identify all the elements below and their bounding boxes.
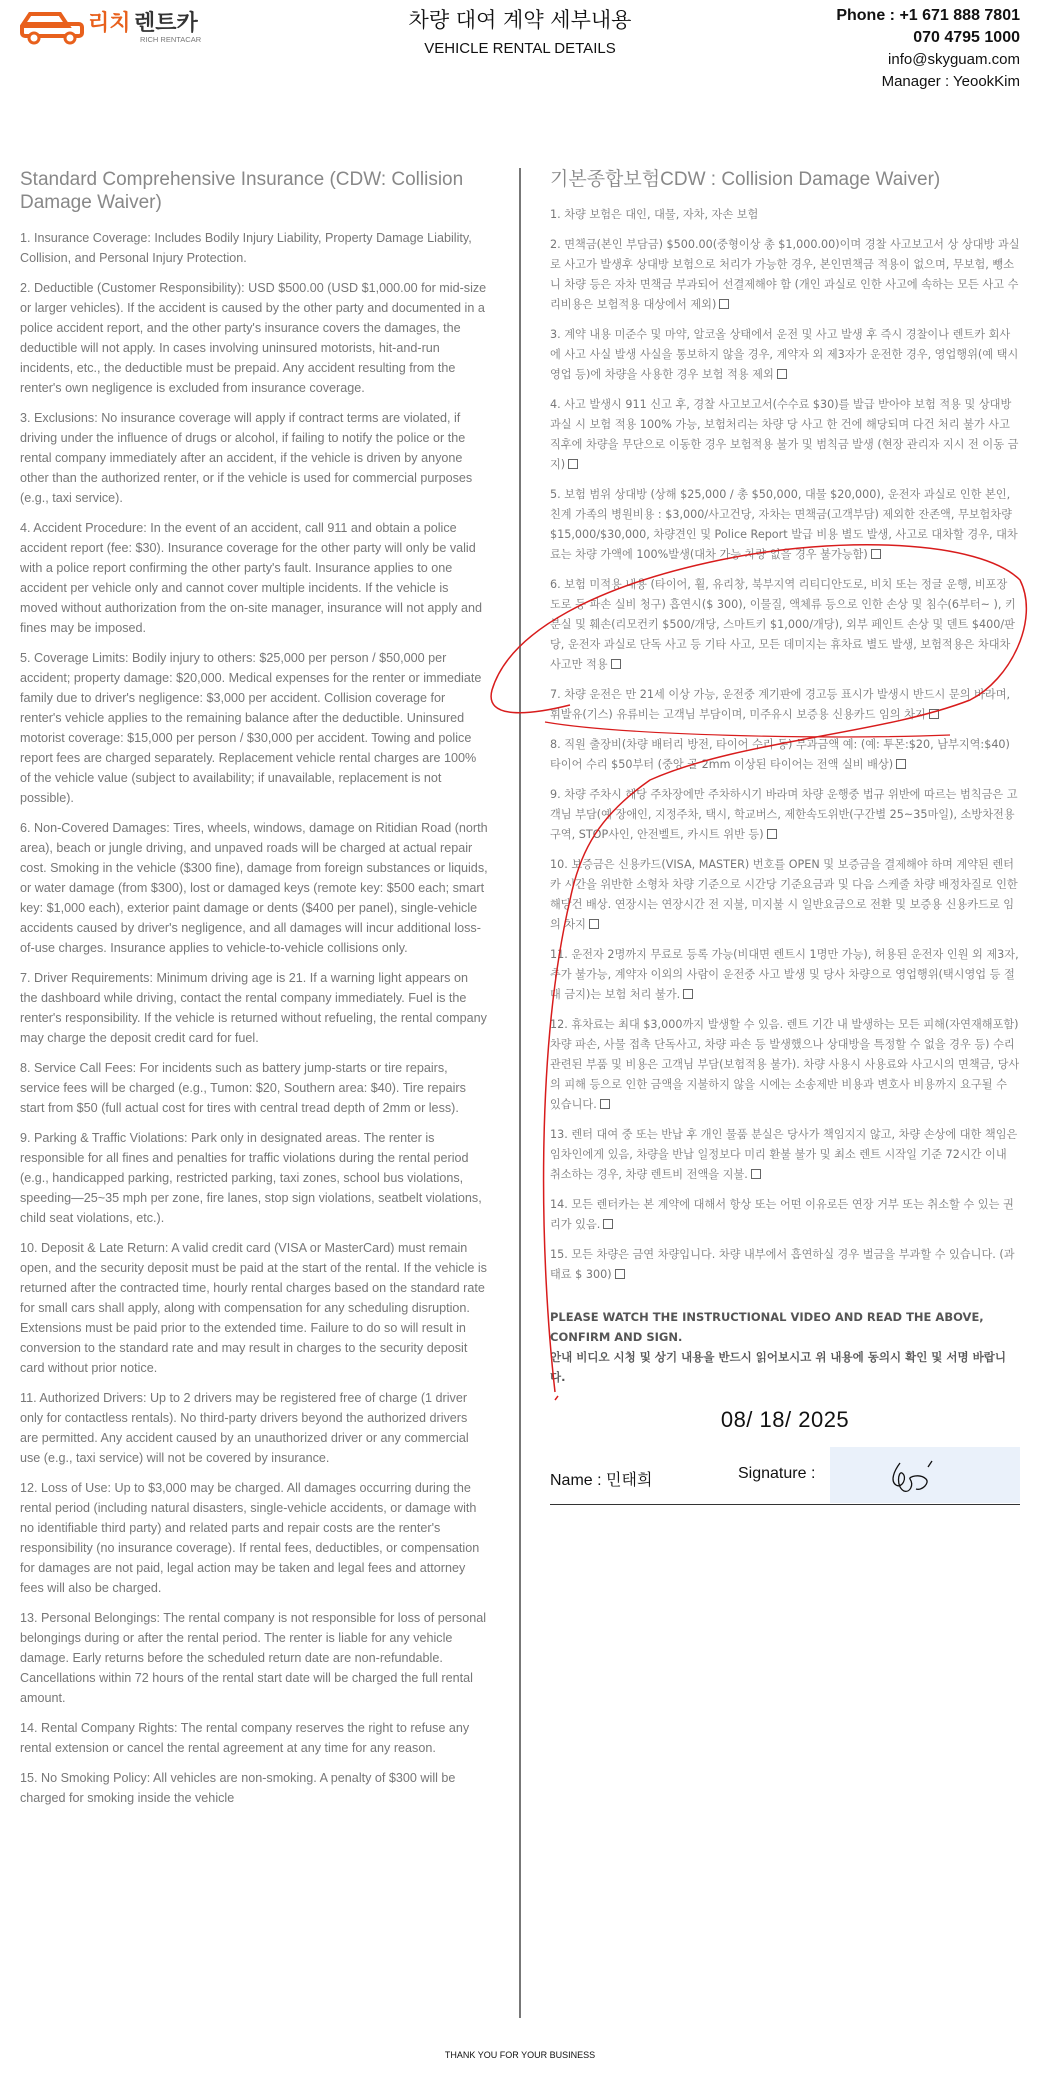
left-term-text: 8. Service Call Fees: For incidents such as battery jump-starts or tire repairs, service fees will be charged (e.g., Tumon: $20, Southern area: $40). Tire repairs start from $50 (full actual cost for tires with central tread depth of 2mm or less). xyxy=(20,1061,466,1115)
right-term-text: 15. 모든 차량은 금연 차량입니다. 차량 내부에서 흡연하실 경우 벌금을 부과할 수 있습니다. (과태료 $ 300) xyxy=(550,1248,1015,1281)
left-term-9 xyxy=(20,1128,488,1228)
agree-checkbox[interactable] xyxy=(929,709,939,719)
notice-english: PLEASE WATCH THE INSTRUCTIONAL VIDEO AND READ THE ABOVE, CONFIRM AND SIGN. xyxy=(550,1310,984,1344)
right-term-text: 12. 휴차료는 최대 $3,000까지 발생할 수 있음. 렌트 기간 내 발생하는 모든 피해(자연재해포함) 차량 파손, 사물 접촉 단독사고, 차량 파손 등 발생했으나 상대방을 특정할 수 없을 경우 등) 수리 관련된 부품 및 비용은 고객님 부담(보험적용 불가). 차량 사용시 사용료와 사고시의 면책금, 당사의 피해 등으로 인한 금액을 지불하지 않을 시에는 소송제반 비용과 변호사 비용까지 요구될 수 있습니다. xyxy=(550,1018,1020,1111)
agree-checkbox[interactable] xyxy=(615,1269,625,1279)
agree-checkbox[interactable] xyxy=(767,829,777,839)
title-korean: 차량 대여 계약 세부내용 xyxy=(408,8,632,32)
right-term-text: 9. 차량 주차시 해당 주차장에만 주차하시기 바라며 차량 운행중 법규 위반에 따르는 범칙금은 고객님 부담(예 장애인, 지정주차, 택시, 학교버스, 제한속도위반(구간별 25~35마일), 소방차전용 구역, STOP사인, 안전벨트, 카시트 위반 등) xyxy=(550,788,1018,841)
left-term-text: 14. Rental Company Rights: The rental company reserves the right to refuse any rental extension or cancel the rental agreement at any time for any reason. xyxy=(20,1721,470,1755)
left-term-text: 13. Personal Belongings: The rental company is not responsible for loss of personal belongings during or after the rental period. The renter is liable for any vehicle damage. Early returns before the scheduled return date are non-refundable. Cancellations within 72 hours of the rental start date will be charged the full rental amount. xyxy=(20,1611,487,1705)
phone-number-2: 070 4795 1000 xyxy=(913,29,1020,46)
left-term-text: 15. No Smoking Policy: All vehicles are non-smoking. A penalty of $300 will be charged for smoking inside the vehicle xyxy=(20,1771,456,1805)
right-term-11 xyxy=(550,945,1020,1005)
svg-text:리치: 리치 xyxy=(88,11,131,36)
column-divider xyxy=(519,168,521,2018)
right-term-text: 10. 보증금은 신용카드(VISA, MASTER) 번호를 OPEN 및 보증금을 결제해야 하며 계약된 렌터카 시간을 위반한 소형차 차량 기준으로 시간당 기준요금과 및 다음 스케줄 차량 배정차질로 인한 해당건 배상. 연장시는 연장시간 전 지불, 미지불 시 일반요금으로 전환 및 보증용 신용카드로 임의 차지 xyxy=(550,858,1018,931)
rich-rentacar-logo xyxy=(20,4,220,48)
left-term-text: 5. Coverage Limits: Bodily injury to others: $25,000 per person / $50,000 per accident; property damage: $20,000. Medical expenses for the renter or immediate family due to driver's negligence: $3,000 per accident. Collision coverage for renter's vehicle applies to the remaining balance after the deductible. Uninsured motorist coverage: $15,000 per person / $30,000 per accident. Towing and police report fees are charged separately. Replacement vehicle rental charges are 100% of the vehicle value (subject to availability; if unavailable, replacement is not possible). xyxy=(20,651,482,805)
right-term-1 xyxy=(550,205,1020,225)
right-term-text: 8. 직원 출장비(차량 배터리 방전, 타이어 수리 등) 부과금액 예: (예: 투몬:$20, 남부지역:$40) 타이어 수리 $50부터 (중앙 골 2mm 이상된 타이어는 전액 실비 배상) xyxy=(550,738,1010,771)
agree-checkbox[interactable] xyxy=(589,919,599,929)
right-term-3 xyxy=(550,325,1020,385)
left-term-7 xyxy=(20,968,488,1048)
agree-checkbox[interactable] xyxy=(896,759,906,769)
right-term-text: 13. 렌터 대여 중 또는 반납 후 개인 물품 분실은 당사가 책임지지 않고, 차량 손상에 대한 책임은 임차인에게 있음, 차량을 반납 일정보다 미리 환불 불가 및 최소 렌트 시작일 기준 72시간 이내 취소하는 경우, 차량 렌트비 전액을 지불. xyxy=(550,1128,1018,1181)
left-term-13 xyxy=(20,1608,488,1708)
english-section-title: Standard Comprehensive Insurance (CDW: Collision Damage Waiver) xyxy=(20,169,464,213)
right-term-9 xyxy=(550,785,1020,845)
right-term-text: 1. 차량 보험은 대인, 대물, 자차, 자손 보험 xyxy=(550,208,759,221)
agree-checkbox[interactable] xyxy=(751,1169,761,1179)
right-term-5 xyxy=(550,485,1020,565)
agree-checkbox[interactable] xyxy=(683,989,693,999)
left-term-1 xyxy=(20,228,488,268)
handwritten-signature xyxy=(830,1447,1020,1503)
right-term-15 xyxy=(550,1245,1020,1285)
signature-row xyxy=(550,1447,1020,1505)
right-term-8 xyxy=(550,735,1020,775)
left-term-3 xyxy=(20,408,488,508)
name-field xyxy=(550,1467,652,1490)
signature-box[interactable] xyxy=(830,1447,1020,1503)
agree-checkbox[interactable] xyxy=(777,369,787,379)
left-term-4 xyxy=(20,518,488,638)
english-terms-list xyxy=(20,228,488,1808)
agree-checkbox[interactable] xyxy=(719,299,729,309)
left-term-text: 6. Non-Covered Damages: Tires, wheels, windows, damage on Ritidian Road (north area), beach or jungle driving, and unpaved roads will be charged at actual repair cost. Smoking in the vehicle ($300 fine), damage from foreign substances or liquids, or water damage (from $300), lost or damaged keys (remote key: $500 each; smart key: $1,000 each), exterior paint damage or dents ($400 per panel), single-vehicle accidents caused by driver's negligence, and all damages will incur additional loss-of-use charges. Insurance applies to vehicle-to-vehicle collisions only. xyxy=(20,821,488,955)
korean-terms-list xyxy=(550,205,1020,1285)
right-term-text: 5. 보험 범위 상대방 (상해 $25,000 / 총 $50,000, 대물 $20,000), 운전자 과실로 인한 본인, 친계 가족의 병원비용 : $3,000/사고건당, 자차는 면책금(고객부담) 제외한 잔존액, 무보험차량 $15,000/$30,000, 차량견인 및 Police Report 발급 비용 별도 발생, 사고로 대차할 경우, 대차 료는 차량 가액에 100%발생(대차 가능 차량 없을 경우 불가능함) xyxy=(550,488,1018,561)
document-header xyxy=(0,0,1040,110)
left-term-text: 1. Insurance Coverage: Includes Bodily Injury Liability, Property Damage Liability, Collision, and Personal Injury Protection. xyxy=(20,231,472,265)
phone-number: Phone : +1 671 888 7801 xyxy=(836,7,1020,24)
footer-thanks: THANK YOU FOR YOUR BUSINESS xyxy=(444,2050,596,2060)
left-term-5 xyxy=(20,648,488,808)
agree-checkbox[interactable] xyxy=(611,659,621,669)
english-terms-column xyxy=(20,168,488,1818)
left-term-text: 2. Deductible (Customer Responsibility): USD $500.00 (USD $1,000.00 for mid-size or larger vehicles). If the accident is caused by the other party and documented in a police accident report, and the other party's insurance covers the damages, the deductible will not apply. In cases involving uninsured motorists, hit-and-run incidents, etc., the deductible must be prepaid. Any accident resulting from the renter's own negligence is excluded from insurance coverage. xyxy=(20,281,487,395)
notice-text xyxy=(550,1307,1020,1387)
name-value: 민태희 xyxy=(606,1470,653,1489)
left-term-text: 4. Accident Procedure: In the event of an accident, call 911 and obtain a police accident report (fee: $30). Insurance coverage for the other party will only be valid with a police report confirming the other party's fault. Insurance applies to one accident per vehicle only and cannot cover multiple incidents. If the vehicle is moved without authorization from the on-site manager, insurance will not apply and fines may be imposed. xyxy=(20,521,483,635)
right-term-14 xyxy=(550,1195,1020,1235)
korean-section-title: 기본종합보험CDW : Collision Damage Waiver) xyxy=(550,169,941,190)
signature-label: Signature : xyxy=(738,1465,816,1482)
left-term-text: 9. Parking & Traffic Violations: Park only in designated areas. The renter is responsible for all fines and penalties for traffic violations during the rental period (e.g., handicapped parking, restricted parking, taxi zones, school bus violations, speeding—25~35 mph per zone, fire lanes, stop sign violations, seatbelt violations, child seat violations, etc.). xyxy=(20,1131,482,1225)
left-term-10 xyxy=(20,1238,488,1378)
right-term-7 xyxy=(550,685,1020,725)
left-term-14 xyxy=(20,1718,488,1758)
svg-text:렌트카: 렌트카 xyxy=(134,11,198,36)
left-term-text: 7. Driver Requirements: Minimum driving age is 21. If a warning light appears on the dashboard while driving, contact the rental company immediately. Fuel is the renter's responsibility. If the vehicle is returned without refueling, the rental company may charge the deposit credit card for fuel. xyxy=(20,971,487,1045)
right-term-4 xyxy=(550,395,1020,475)
left-term-15 xyxy=(20,1768,488,1808)
left-term-8 xyxy=(20,1058,488,1118)
left-term-2 xyxy=(20,278,488,398)
left-term-text: 11. Authorized Drivers: Up to 2 drivers may be registered free of charge (1 driver only for contactless rentals). No third-party drivers beyond the authorized drivers are permitted. Any accident caused by an unauthorized driver or any commercial use (e.g., taxi service) will not be covered by insurance. xyxy=(20,1391,469,1465)
email-address: info@skyguam.com xyxy=(888,51,1020,68)
contact-info xyxy=(836,5,1020,93)
right-term-text: 3. 계약 내용 미준수 및 마약, 알코올 상태에서 운전 및 사고 발생 후 즉시 경찰이나 렌트카 회사에 사고 사실 발생 사실을 통보하지 않을 경우, 계약자 외 제3자가 운전한 경우, 영업행위(예 택시영업 등)에 차량을 사용한 경우 보험 적용 제외 xyxy=(550,328,1019,381)
right-term-text: 11. 운전자 2명까지 무료로 등록 가능(비대면 렌트시 1명만 가능), 허용된 운전자 인원 외 제3자, 추가 불가능, 계약자 이외의 사람이 운전중 사고 발생 및 당사 차량으로 영업행위(택시영업 등 절대 금지)는 보험 처리 불가. xyxy=(550,948,1019,1001)
right-term-6 xyxy=(550,575,1020,675)
left-term-text: 3. Exclusions: No insurance coverage will apply if contract terms are violated, if driving under the influence of drugs or alcohol, if failing to notify the police or the rental company immediately after an accident, if the vehicle is driven by anyone other than the authorized renter, or if the vehicle is used for commercial purposes (e.g., taxi service). xyxy=(20,411,473,505)
left-term-text: 12. Loss of Use: Up to $3,000 may be charged. All damages occurring during the rental period (including natural disasters, single-vehicle accidents, or damage with no identifiable third party) and related parts and repair costs are the renter's responsibility (no insurance coverage). If rental fees, deductibles, or compensation for damages are not paid, legal action may be taken and legal fees and attorney fees will also be charged. xyxy=(20,1481,480,1595)
right-term-text: 4. 사고 발생시 911 신고 후, 경찰 사고보고서(수수료 $30)를 발급 받아야 보험 적용 및 상대방 과실 시 보험 적용 100% 가능, 보험처리는 차량 당 사고 한 건에 해당되며 다건 처리 불가 사고 직후에 차량을 무단으로 이동한 경우 보험적용 불가 및 범칙금 발생 (현장 관리자 지시 전 이동 금지) xyxy=(550,398,1019,471)
right-term-text: 6. 보험 미적용 내용 (타이어, 휠, 유리창, 북부지역 리티디안도로, 비치 또는 정글 운행, 비포장 도로 등 파손 실비 청구) 흡연시($ 300), 이물질, 액체류 등으로 인한 손상 및 침수(6부터~ ), 키 분실 및 훼손(리모컨키 $500/개당, 스마트키 $1,000/개당), 외부 페인트 손상 및 덴트 $400/판당, 운전자 과실로 단독 사고 등 기타 사고, 모든 데미지는 휴차료 별도 발생, 보험적용은 차대차 사고만 적용 xyxy=(550,578,1016,671)
left-term-6 xyxy=(20,818,488,958)
notice-korean: 안내 비디오 시청 및 상기 내용을 반드시 읽어보시고 위 내용에 동의시 확인 및 서명 바랍니다. xyxy=(550,1350,1006,1384)
agree-checkbox[interactable] xyxy=(568,459,578,469)
korean-terms-column xyxy=(550,168,1020,1505)
right-term-text: 14. 모든 렌터카는 본 계약에 대해서 항상 또는 어떤 이유로든 연장 거부 또는 취소할 수 있는 권리가 있음. xyxy=(550,1198,1014,1231)
signed-date: 08/ 18/ 2025 xyxy=(720,1407,850,1432)
agree-checkbox[interactable] xyxy=(600,1099,610,1109)
left-term-12 xyxy=(20,1478,488,1598)
right-term-text: 2. 면책금(본인 부담금) $500.00(중형이상 총 $1,000.00)이며 경찰 사고보고서 상 상대방 과실로 사고가 발생후 상대방 보험으로 처리가 가능한 경우, 본인면책금 적용이 없으며, 무보험, 뺑소니 차량 등은 자차 면책금 부과되어 선결제해야 함 (개인 과실로 인한 사고에 속하는 모든 사고 수리비용은 보험적용 대상에서 제외) xyxy=(550,238,1020,311)
right-term-10 xyxy=(550,855,1020,935)
name-label: Name : xyxy=(550,1472,602,1489)
agree-checkbox[interactable] xyxy=(871,549,881,559)
right-term-12 xyxy=(550,1015,1020,1115)
left-term-11 xyxy=(20,1388,488,1468)
right-term-13 xyxy=(550,1125,1020,1185)
right-term-text: 7. 차량 운전은 만 21세 이상 가능, 운전중 계기판에 경고등 표시가 발생시 반드시 문의 바라며, 휘발유(기스) 유류비는 고객님 부담이며, 미주유시 보증용 신용카드 임의 차지 xyxy=(550,688,1011,721)
svg-text:RICH RENTACAR: RICH RENTACAR xyxy=(140,35,202,44)
agree-checkbox[interactable] xyxy=(603,1219,613,1229)
title-english: VEHICLE RENTAL DETAILS xyxy=(424,40,616,57)
left-term-text: 10. Deposit & Late Return: A valid credit card (VISA or MasterCard) must remain open, and the security deposit must be paid at the start of the rental. If the vehicle is returned after the contracted time, hourly rental charges based on the standard rate for small cars shall apply, along with compensation for any scheduling disruption. Extensions must be paid prior to the extended time. Failure to do so will result in conversion to the standard rate and may result in charges to the security deposit card without prior notice. xyxy=(20,1241,487,1375)
manager-name: Manager : YeookKim xyxy=(881,73,1020,90)
right-term-2 xyxy=(550,235,1020,315)
